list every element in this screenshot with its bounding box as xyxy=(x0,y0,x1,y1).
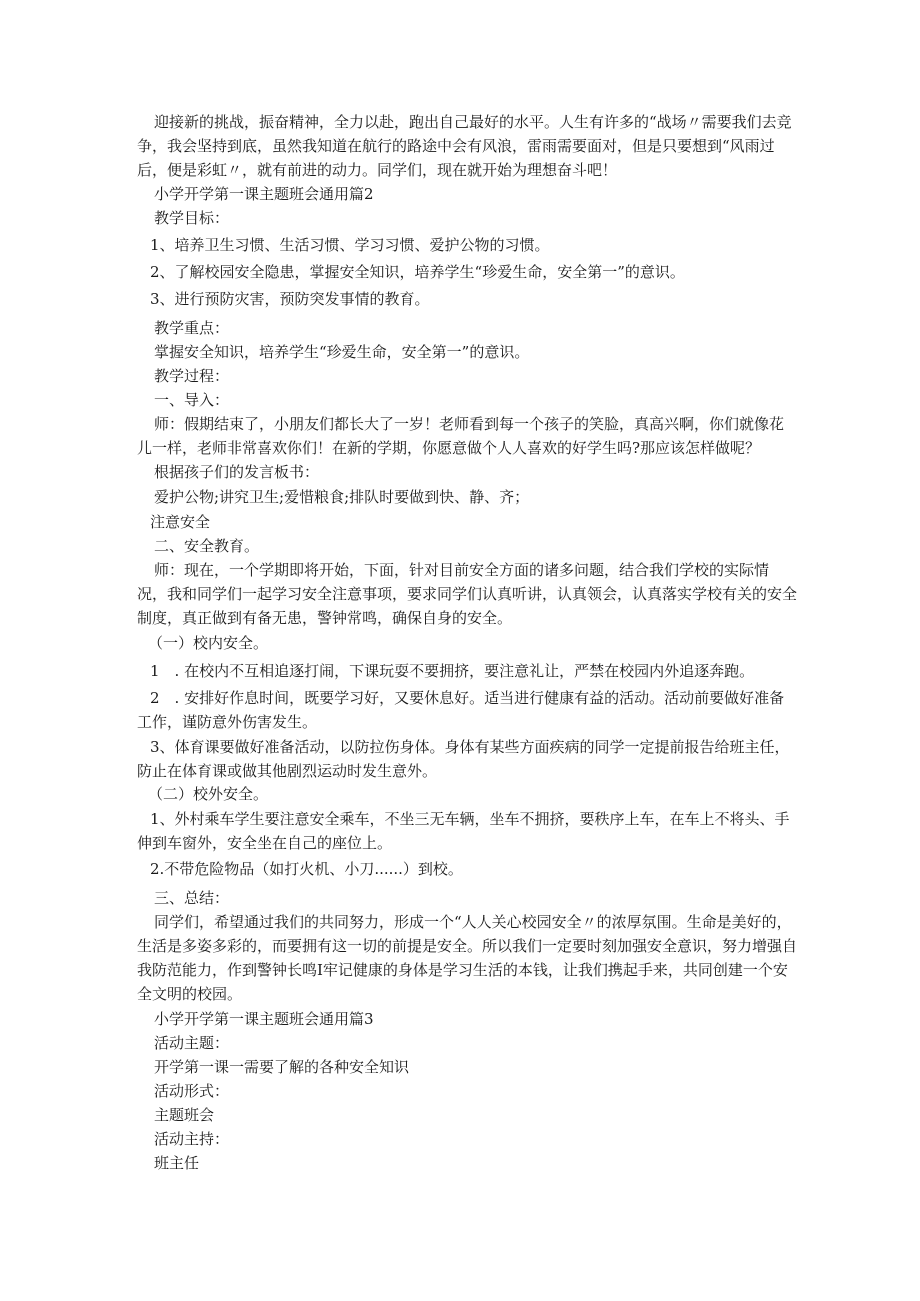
host-heading: 活动主持： xyxy=(154,1130,230,1148)
form-text: 主题班会 xyxy=(154,1106,215,1124)
theme-heading: 活动主题： xyxy=(154,1034,230,1052)
board-safety: 注意安全 xyxy=(150,513,211,531)
process-heading: 教学过程： xyxy=(154,367,230,385)
board-items: 爱护公物;讲究卫生;爱惜粮食;排队时要做到快、静、齐； xyxy=(154,488,530,506)
outside-safety-item-1: 1、外村乘车学生要注意安全乘车，不坐三无车辆，坐车不拥挤，要秩序上车，在车上不将头、手伸到车窗外，安全坐在自己的座位上。 xyxy=(137,810,790,852)
form-heading: 活动形式： xyxy=(154,1082,230,1100)
intro-paragraph: 迎接新的挑战，振奋精神，全力以赴，跑出自己最好的水平。人生有许多的“战场〃需要我们去竞争，我会坚持到底，虽然我知道在航行的路途中会有风浪，雷雨需要面对，但是只要想到“风雨过后，便是彩虹〃，就有前进的动力。同学们，现在就开始为理想奋斗吧！ xyxy=(137,113,792,179)
part-2-heading: 二、安全教育。 xyxy=(154,537,260,555)
host-text: 班主任 xyxy=(154,1154,200,1172)
goal-item-1: 1、培养卫生习惯、生活习惯、学习习惯、爱护公物的习惯。 xyxy=(150,236,550,254)
teacher-intro-paragraph: 师：假期结束了，小朋友们都长大了一岁！老师看到每一个孩子的笑脸，真高兴啊，你们就像花儿一样，老师非常喜欢你们！在新的学期，你愿意做个人人喜欢的好学生吗?那应该怎样做呢？ xyxy=(137,415,785,457)
key-points-text: 掌握安全知识，培养学生“珍爱生命，安全第一”的意识。 xyxy=(154,343,530,361)
campus-safety-item-2: 2 . 安排好作息时间，既要学习好，又要休息好。适当进行健康有益的活动。活动前要做好准备工作，谨防意外伤害发生。 xyxy=(137,689,785,731)
part-3-heading: 三、总结： xyxy=(154,889,230,907)
outside-safety-heading: （二）校外安全。 xyxy=(148,785,269,803)
theme-text: 开学第一课一需要了解的各种安全知识 xyxy=(154,1058,410,1076)
summary-paragraph: 同学们，希望通过我们的共同努力，形成一个“人人关心校园安全〃的浓厚氛围。生命是美好的，生活是多姿多彩的，而要拥有这一切的前提是安全。所以我们一定要时刻加强安全意识，努力增强自我防范能力，作到警钟长鸣I牢记健康的身体是学习生活的本钱，让我们携起手来，共同创建一个安全文明的校园。 xyxy=(137,913,798,1003)
campus-safety-item-1: 1 . 在校内不互相追逐打闹，下课玩耍不要拥挤，要注意礼让，严禁在校园内外追逐奔跑。 xyxy=(150,662,755,680)
goal-item-2: 2、了解校园安全隐患，掌握安全知识，培养学生“珍爱生命，安全第一”的意识。 xyxy=(150,263,685,281)
part-1-heading: 一、导入： xyxy=(154,391,230,409)
section-2-title: 小学开学第一课主题班会通用篇2 xyxy=(154,185,374,203)
goal-item-3: 3、进行预防灾害，预防突发事情的教育。 xyxy=(150,290,430,308)
goals-heading: 教学目标： xyxy=(154,209,230,227)
board-heading: 根据孩子们的发言板书： xyxy=(154,463,320,481)
teacher-safety-paragraph: 师：现在，一个学期即将开始，下面，针对目前安全方面的诸多问题，结合我们学校的实际情况，我和同学们一起学习安全注意事项，要求同学们认真听讲，认真领会，认真落实学校有关的安全制度，真正做到有备无患，警钟常鸣，确保自身的安全。 xyxy=(137,561,798,627)
outside-safety-item-2: 2.不带危险物品（如打火机、小刀......）到校。 xyxy=(150,860,463,878)
campus-safety-heading: （一）校内安全。 xyxy=(148,634,269,652)
section-3-title: 小学开学第一课主题班会通用篇3 xyxy=(154,1010,374,1028)
campus-safety-item-3: 3、体育课要做好准备活动，以防拉伤身体。身体有某些方面疾病的同学一定提前报告给班主任，防止在体育课或做其他剧烈运动时发生意外。 xyxy=(137,738,790,780)
key-points-heading: 教学重点： xyxy=(154,319,230,337)
